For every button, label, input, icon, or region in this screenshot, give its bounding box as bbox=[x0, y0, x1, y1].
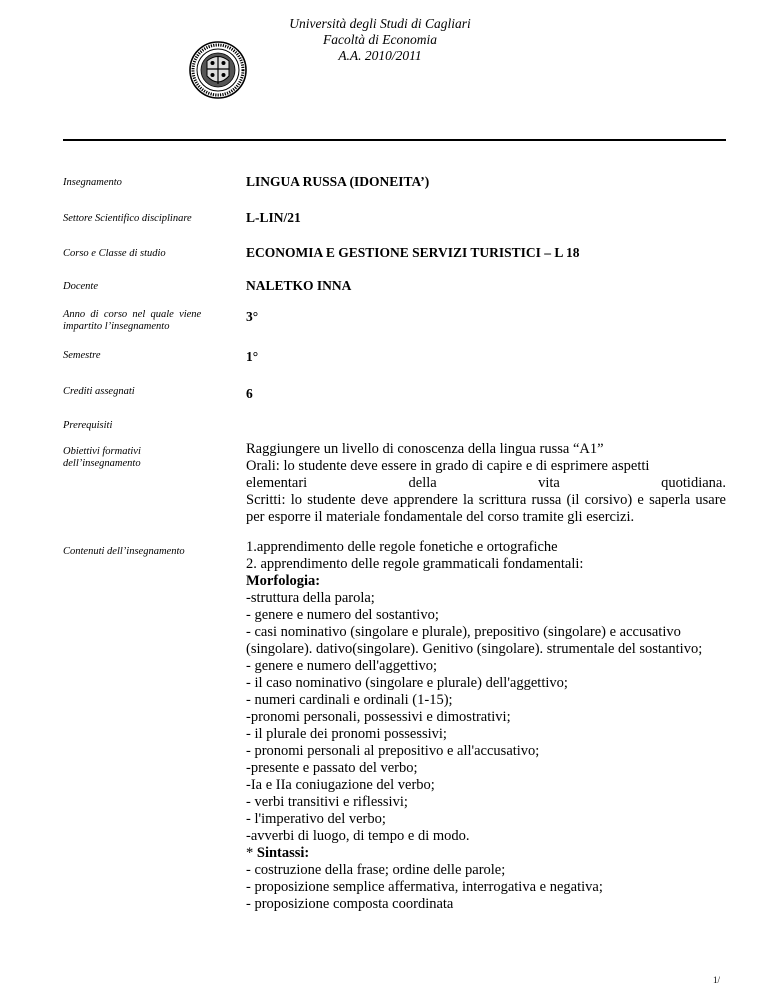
morfologia-title: Morfologia: bbox=[246, 573, 321, 589]
list-item: - casi nominativo (singolare e plurale), prepositivo (singolare) e accusativo (singolare). dativo(singolare). Genitivo (singolare). strumentale del sostantivo; bbox=[246, 624, 703, 657]
obiettivi-label bbox=[63, 446, 233, 470]
list-item: -pronomi personali, possessivi e dimostrativi; bbox=[246, 709, 511, 725]
settore-label: Settore Scientifico disciplinare bbox=[63, 213, 192, 224]
anno-label bbox=[63, 309, 233, 333]
crediti-value: 6 bbox=[246, 386, 253, 401]
insegnamento-value: LINGUA RUSSA (IDONEITA’) bbox=[246, 174, 430, 189]
page-number: 1/ bbox=[713, 975, 721, 985]
anno-value: 3° bbox=[246, 309, 259, 324]
list-item: - verbi transitivi e riflessivi; bbox=[246, 794, 408, 810]
obiettivi-scritti: Scritti: lo studente deve apprendere la scrittura russa (il corsivo) e saperla usare per esporre il materiale fondamentale del corso tramite gli esercizi. bbox=[246, 492, 726, 525]
crediti-label: Crediti assegnati bbox=[63, 386, 135, 397]
sintassi-prefix: * bbox=[246, 845, 257, 861]
academic-year: A.A. 2010/2011 bbox=[338, 48, 422, 63]
list-item: - numeri cardinali e ordinali (1-15); bbox=[246, 692, 453, 708]
docente-value: NALETKO INNA bbox=[246, 278, 352, 293]
list-item: - costruzione della frase; ordine delle parole; bbox=[246, 862, 506, 878]
semestre-label: Semestre bbox=[63, 350, 101, 361]
settore-value: L-LIN/21 bbox=[246, 210, 301, 225]
corso-value: ECONOMIA E GESTIONE SERVIZI TURISTICI – L 18 bbox=[246, 245, 580, 260]
list-item: -avverbi di luogo, di tempo e di modo. bbox=[246, 828, 470, 844]
anno-label-line2: impartito l’insegnamento bbox=[63, 321, 170, 332]
obiettivi-label-line2: dell’insegnamento bbox=[63, 458, 141, 469]
list-item: -struttura della parola; bbox=[246, 590, 375, 606]
list-item: - genere e numero del sostantivo; bbox=[246, 607, 439, 623]
corso-label: Corso e Classe di studio bbox=[63, 248, 166, 259]
semestre-value: 1° bbox=[246, 349, 259, 364]
header-divider bbox=[63, 139, 726, 141]
obiettivi-orali-a: Orali: lo studente deve essere in grado di capire e di esprimere aspetti bbox=[246, 458, 650, 474]
contenuti-content bbox=[246, 539, 726, 913]
list-item: - l'imperativo del verbo; bbox=[246, 811, 386, 827]
list-item: - proposizione semplice affermativa, interrogativa e negativa; bbox=[246, 879, 603, 895]
obiettivi-label-line1: Obiettivi formativi bbox=[63, 446, 141, 457]
contenuti-label: Contenuti dell’insegnamento bbox=[63, 546, 185, 557]
document-header bbox=[250, 16, 510, 64]
insegnamento-label: Insegnamento bbox=[63, 177, 122, 188]
docente-label: Docente bbox=[63, 281, 98, 292]
contenuti-intro2: 2. apprendimento delle regole grammaticali fondamentali: bbox=[246, 556, 584, 572]
list-item: - il plurale dei pronomi possessivi; bbox=[246, 726, 447, 742]
obiettivi-line1: Raggiungere un livello di conoscenza della lingua russa “A1” bbox=[246, 441, 604, 457]
list-item: - proposizione composta coordinata bbox=[246, 896, 454, 912]
list-item: - pronomi personali al prepositivo e all'accusativo; bbox=[246, 743, 540, 759]
list-item: -Ia e IIa coniugazione del verbo; bbox=[246, 777, 435, 793]
university-name: Università degli Studi di Cagliari bbox=[289, 16, 471, 31]
anno-label-line1: Anno di corso nel quale viene bbox=[63, 309, 202, 320]
sintassi-title: Sintassi: bbox=[256, 845, 310, 861]
list-item: -presente e passato del verbo; bbox=[246, 760, 418, 776]
sintassi-heading bbox=[246, 845, 726, 862]
list-item: - il caso nominativo (singolare e plurale) dell'aggettivo; bbox=[246, 675, 568, 691]
prerequisiti-label: Prerequisiti bbox=[63, 420, 113, 431]
university-seal bbox=[188, 40, 248, 100]
faculty-name: Facoltà di Economia bbox=[323, 32, 437, 47]
list-item: - genere e numero dell'aggettivo; bbox=[246, 658, 438, 674]
contenuti-intro1: 1.apprendimento delle regole fonetiche e ortografiche bbox=[246, 539, 558, 555]
obiettivi-content bbox=[246, 441, 726, 526]
obiettivi-orali-b: elementari della vita quotidiana. bbox=[246, 475, 726, 491]
